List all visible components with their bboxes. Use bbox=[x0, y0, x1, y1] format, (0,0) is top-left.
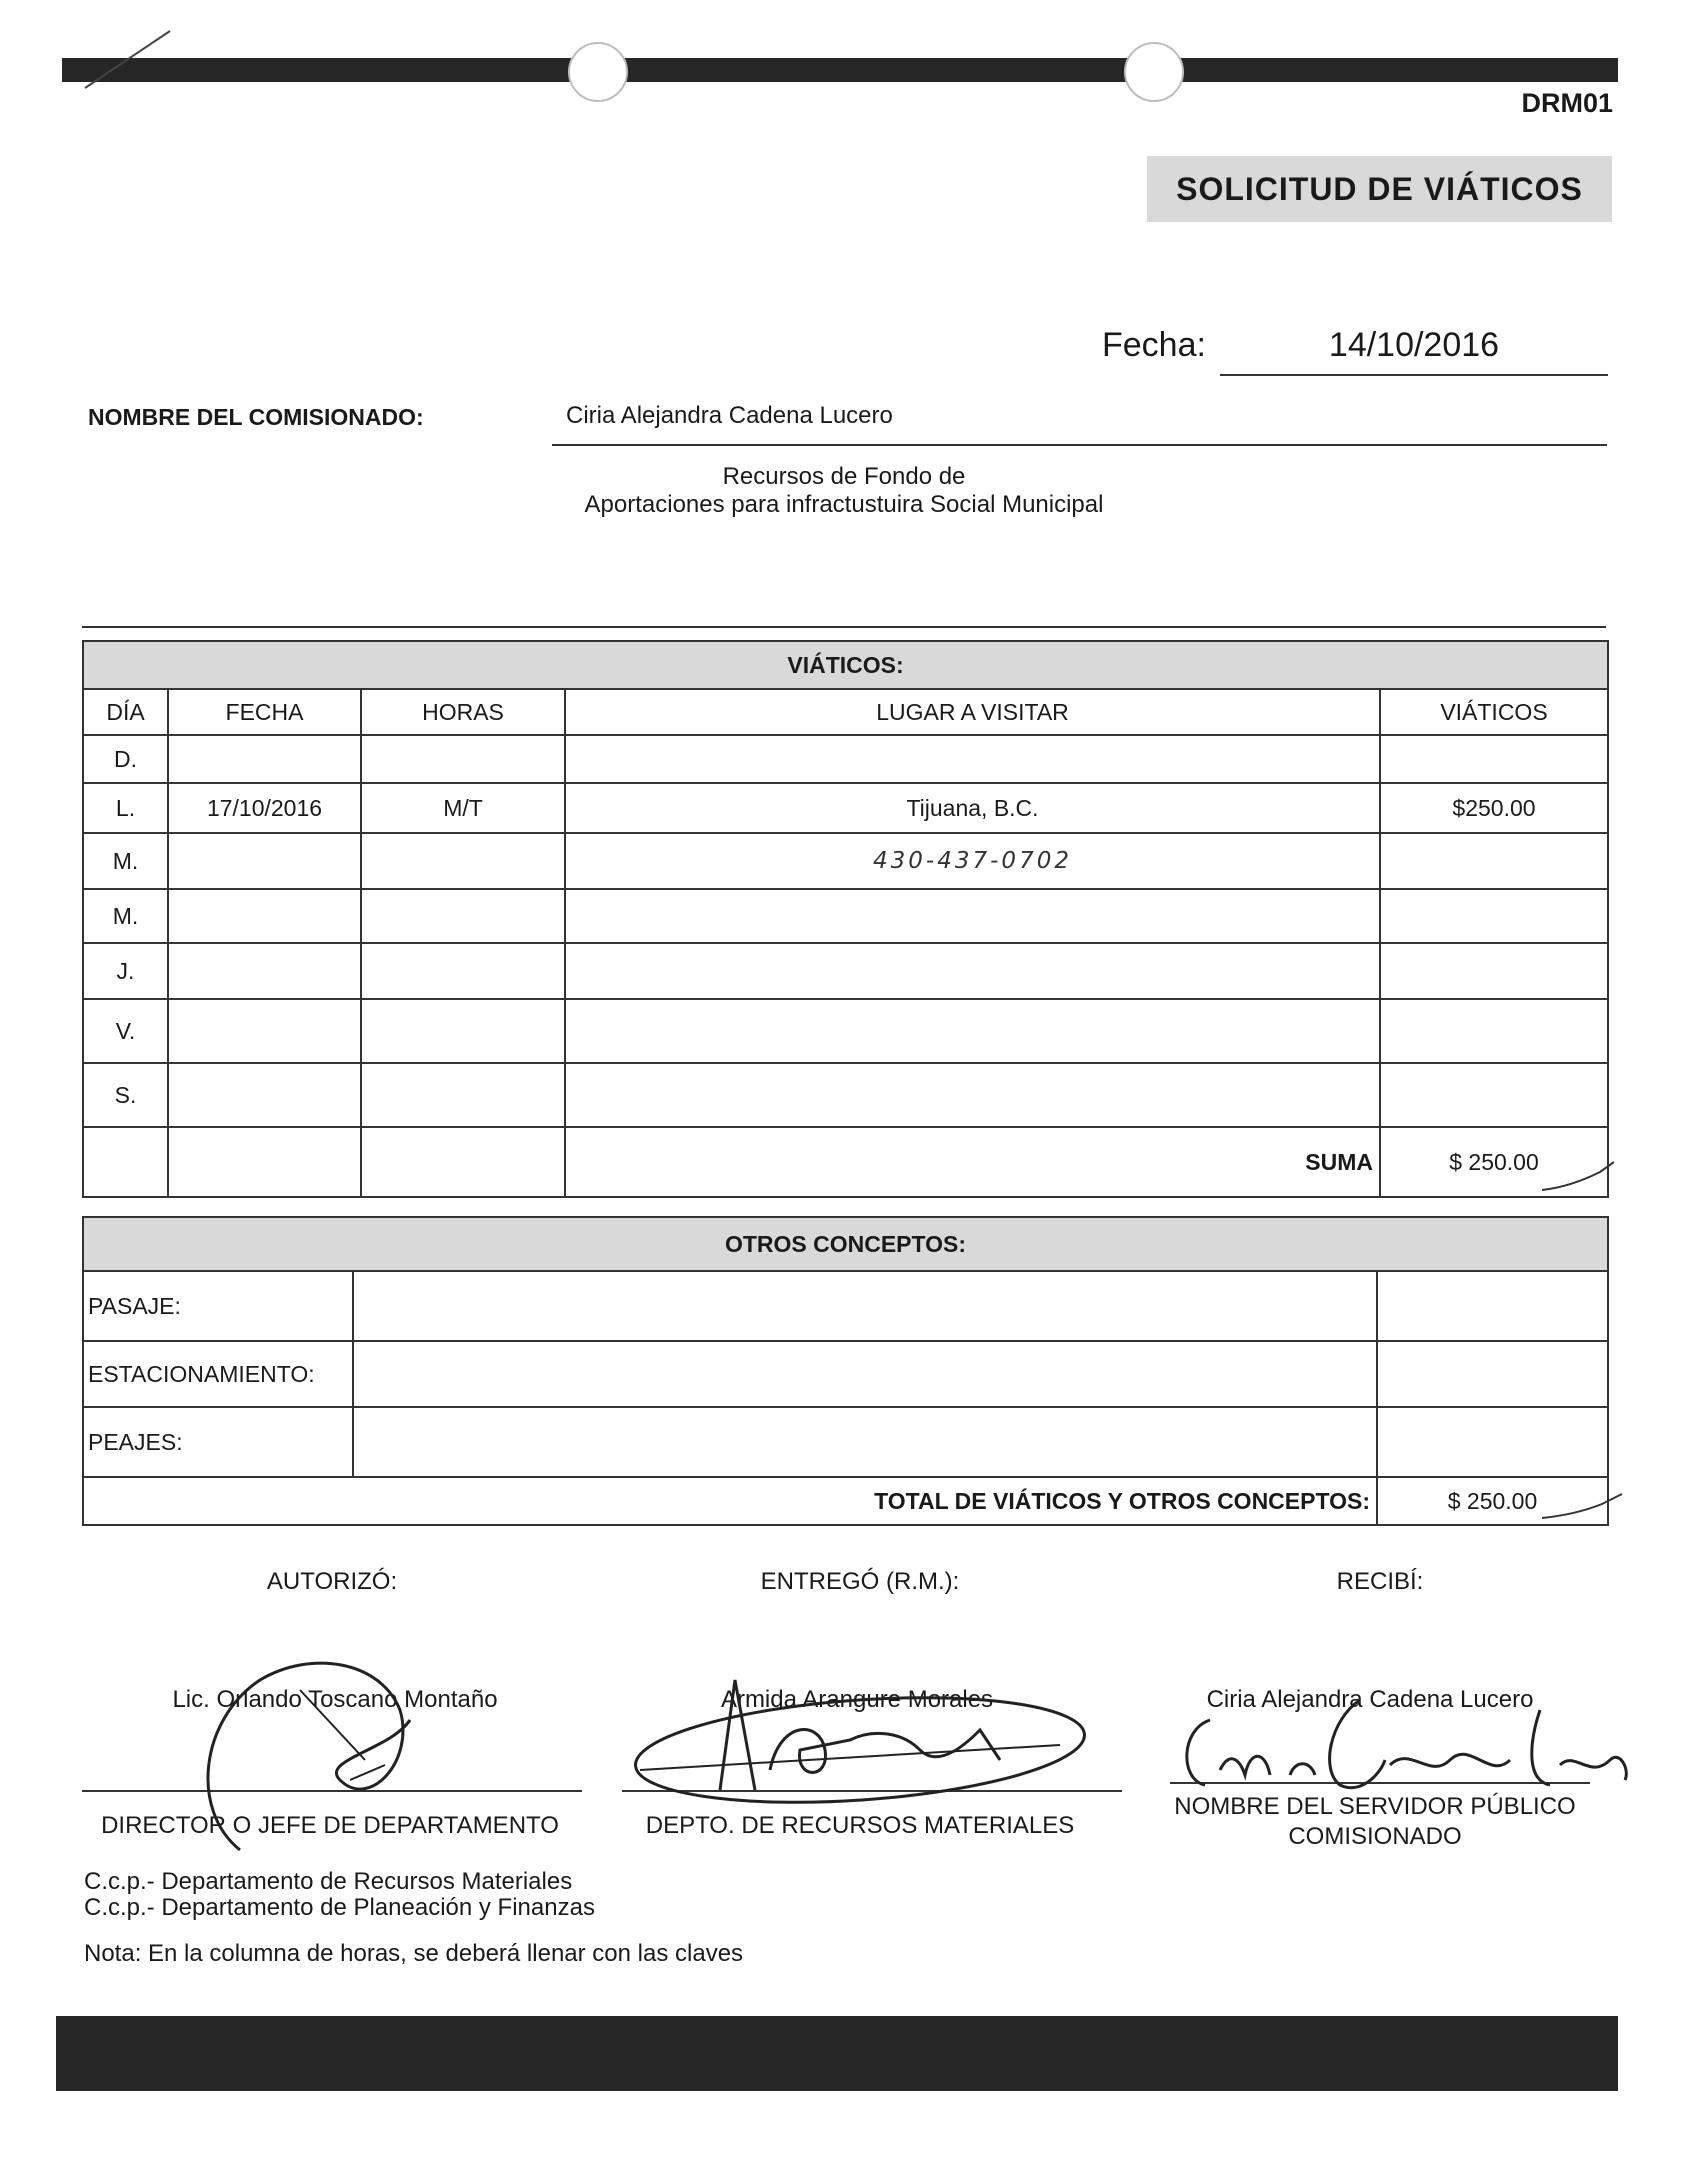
table-row bbox=[83, 735, 1608, 783]
cell-fecha: 17/10/2016 bbox=[168, 783, 361, 833]
cell-fecha bbox=[168, 999, 361, 1063]
table-row bbox=[83, 1063, 1608, 1127]
concepto-label: PEAJES: bbox=[83, 1407, 353, 1477]
cell-dia: M. bbox=[83, 889, 168, 943]
autorizo-role: DIRECTOR O JEFE DE DEPARTAMENTO bbox=[101, 1812, 559, 1839]
col-header-fecha: FECHA bbox=[168, 689, 361, 735]
cell-lugar-handwritten-phone: 430-437-0702 bbox=[565, 833, 1380, 889]
recibi-role-line-2: COMISIONADO bbox=[1288, 1823, 1462, 1850]
autorizo-heading: AUTORIZÓ: bbox=[266, 1568, 398, 1595]
table-row bbox=[83, 783, 1608, 833]
recibi-name: Ciria Alejandra Cadena Lucero bbox=[1206, 1686, 1534, 1713]
top-band bbox=[62, 58, 1618, 82]
fecha-underline bbox=[1220, 374, 1608, 376]
concepto-desc bbox=[353, 1407, 1377, 1477]
suma-value: $ 250.00 bbox=[1380, 1127, 1608, 1197]
table-row bbox=[83, 1271, 1608, 1341]
cell-lugar: Tijuana, B.C. bbox=[565, 783, 1380, 833]
cell-empty bbox=[168, 1127, 361, 1197]
viaticos-table bbox=[82, 640, 1609, 1198]
cell-monto: $250.00 bbox=[1380, 783, 1608, 833]
table-row bbox=[83, 1407, 1608, 1477]
cell-lugar bbox=[565, 889, 1380, 943]
fondo-line-2: Aportaciones para infractustuira Social Municipal bbox=[584, 491, 1104, 518]
cell-fecha bbox=[168, 1063, 361, 1127]
total-value: $ 250.00 bbox=[1377, 1477, 1608, 1525]
cell-dia: L. bbox=[83, 783, 168, 833]
form-title: SOLICITUD DE VIÁTICOS bbox=[1147, 156, 1612, 222]
concepto-label: ESTACIONAMIENTO: bbox=[83, 1341, 353, 1407]
autorizo-name: Lic. Orlando Toscano Montaño bbox=[172, 1686, 498, 1713]
cell-monto bbox=[1380, 1063, 1608, 1127]
concepto-label: PASAJE: bbox=[83, 1271, 353, 1341]
cell-lugar bbox=[565, 1063, 1380, 1127]
otros-conceptos-table bbox=[82, 1216, 1609, 1526]
form-code: DRM01 bbox=[1521, 88, 1613, 118]
entrego-heading: ENTREGÓ (R.M.): bbox=[760, 1568, 960, 1595]
autorizo-signature-icon bbox=[200, 1600, 440, 1860]
cell-horas: M/T bbox=[361, 783, 565, 833]
cell-horas bbox=[361, 943, 565, 999]
punch-hole bbox=[1124, 42, 1184, 102]
recibi-heading: RECIBÍ: bbox=[1336, 1568, 1424, 1595]
cell-horas bbox=[361, 735, 565, 783]
entrego-name: Armida Arangure Morales bbox=[720, 1686, 994, 1713]
cell-horas bbox=[361, 1063, 565, 1127]
cell-empty bbox=[361, 1127, 565, 1197]
comisionado-name: Ciria Alejandra Cadena Lucero bbox=[566, 402, 893, 429]
cell-monto bbox=[1380, 889, 1608, 943]
table-row bbox=[83, 1341, 1608, 1407]
checkmark-stroke bbox=[1540, 1490, 1630, 1530]
bottom-band bbox=[56, 2016, 1618, 2091]
nota-text: Nota: En la columna de horas, se deberá llenar con las claves bbox=[84, 1940, 744, 1967]
concepto-value bbox=[1377, 1407, 1608, 1477]
recibi-role bbox=[1160, 1792, 1590, 1852]
cell-lugar bbox=[565, 943, 1380, 999]
checkmark-stroke bbox=[1540, 1160, 1620, 1200]
table-row bbox=[83, 889, 1608, 943]
cell-lugar bbox=[565, 999, 1380, 1063]
otros-title: OTROS CONCEPTOS: bbox=[83, 1217, 1608, 1271]
recibi-signature-icon bbox=[1170, 1690, 1640, 1800]
concepto-value bbox=[1377, 1271, 1608, 1341]
total-label: TOTAL DE VIÁTICOS Y OTROS CONCEPTOS: bbox=[83, 1477, 1377, 1525]
table-row bbox=[83, 999, 1608, 1063]
concepto-desc bbox=[353, 1341, 1377, 1407]
recibi-role-line-1: NOMBRE DEL SERVIDOR PÚBLICO bbox=[1174, 1793, 1576, 1820]
cell-dia: S. bbox=[83, 1063, 168, 1127]
table-row bbox=[83, 833, 1608, 889]
fecha-value: 14/10/2016 bbox=[1328, 326, 1500, 364]
fondo-line-1: Recursos de Fondo de bbox=[722, 463, 966, 490]
ccp-line-1: C.c.p.- Departamento de Recursos Materiales bbox=[84, 1868, 573, 1895]
cell-dia: M. bbox=[83, 833, 168, 889]
total-row bbox=[83, 1477, 1608, 1525]
section-divider bbox=[82, 626, 1606, 628]
suma-label: SUMA bbox=[565, 1127, 1380, 1197]
cell-fecha bbox=[168, 889, 361, 943]
cell-dia: D. bbox=[83, 735, 168, 783]
cell-horas bbox=[361, 833, 565, 889]
table-row bbox=[83, 943, 1608, 999]
cell-fecha bbox=[168, 943, 361, 999]
pen-stroke-mark bbox=[80, 26, 180, 96]
cell-fecha bbox=[168, 735, 361, 783]
comisionado-underline bbox=[552, 444, 1607, 446]
suma-row bbox=[83, 1127, 1608, 1197]
comisionado-label: NOMBRE DEL COMISIONADO: bbox=[88, 404, 424, 430]
col-header-lugar: LUGAR A VISITAR bbox=[565, 689, 1380, 735]
cell-horas bbox=[361, 889, 565, 943]
cell-monto bbox=[1380, 943, 1608, 999]
punch-hole bbox=[568, 42, 628, 102]
cell-monto bbox=[1380, 833, 1608, 889]
fecha-label: Fecha: bbox=[1102, 326, 1206, 364]
viaticos-title: VIÁTICOS: bbox=[83, 641, 1608, 689]
cell-lugar bbox=[565, 735, 1380, 783]
cell-monto bbox=[1380, 999, 1608, 1063]
cell-monto bbox=[1380, 735, 1608, 783]
col-header-dia: DÍA bbox=[83, 689, 168, 735]
cell-horas bbox=[361, 999, 565, 1063]
cell-fecha bbox=[168, 833, 361, 889]
entrego-role: DEPTO. DE RECURSOS MATERIALES bbox=[645, 1812, 1075, 1839]
col-header-viaticos: VIÁTICOS bbox=[1380, 689, 1608, 735]
concepto-value bbox=[1377, 1341, 1608, 1407]
col-header-horas: HORAS bbox=[361, 689, 565, 735]
cell-empty bbox=[83, 1127, 168, 1197]
concepto-desc bbox=[353, 1271, 1377, 1341]
fondo-description bbox=[540, 463, 1148, 519]
cell-dia: V. bbox=[83, 999, 168, 1063]
ccp-line-2: C.c.p.- Departamento de Planeación y Finanzas bbox=[84, 1894, 595, 1921]
entrego-signature-icon bbox=[620, 1650, 1090, 1820]
cell-dia: J. bbox=[83, 943, 168, 999]
